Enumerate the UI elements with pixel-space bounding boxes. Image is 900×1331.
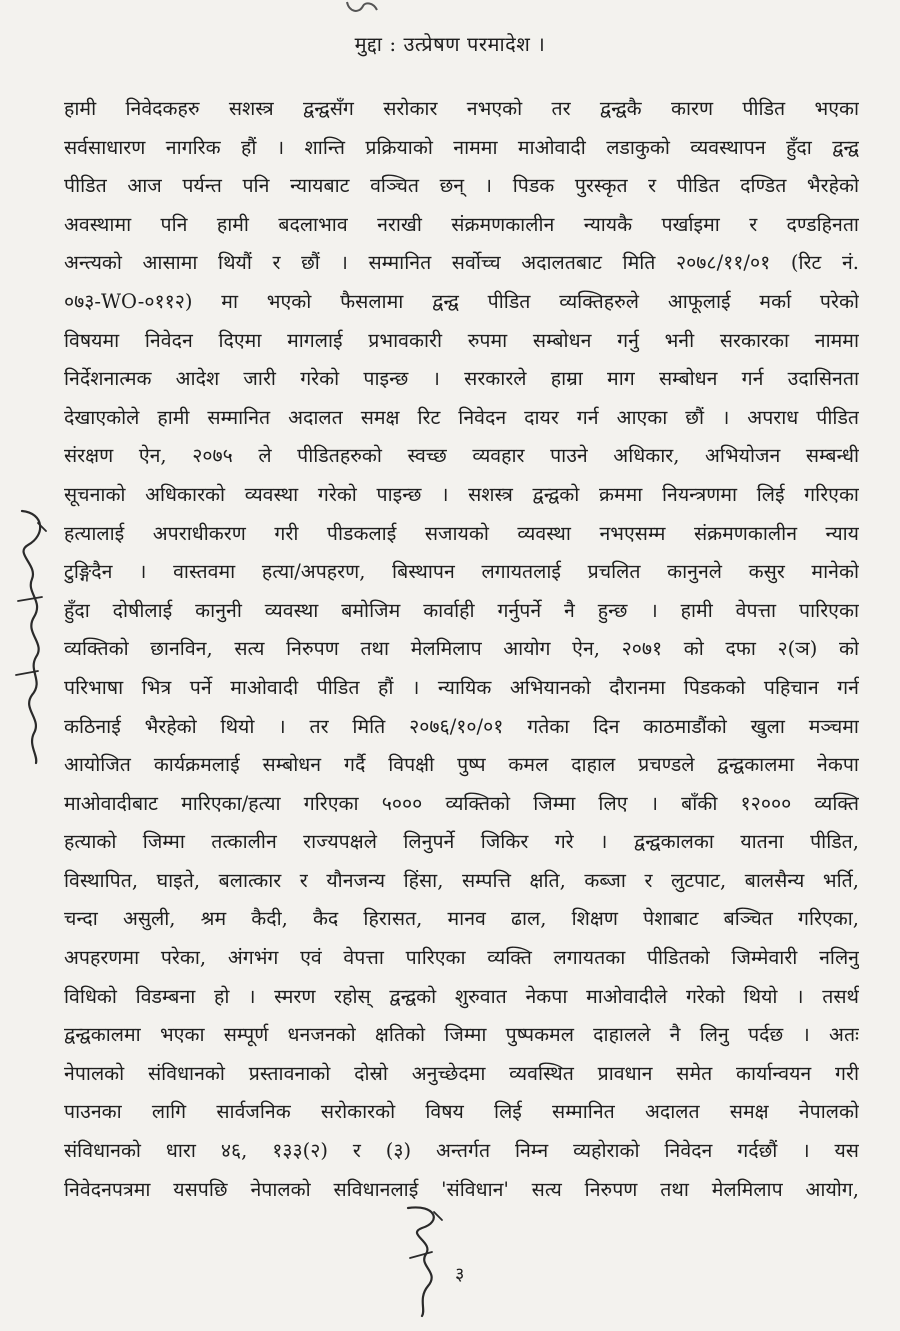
bottom-signature <box>396 1198 452 1318</box>
text-line: नेपालको संविधानको प्रस्तावनाको दोस्रो अनुच्छेदमा व्यवस्थित प्रावधान समेत कार्यान्वयन गरी <box>64 1061 859 1085</box>
text-line: चन्दा असुली, श्रम कैदी, कैद हिरासत, मानव ढाल, शिक्षण पेशाबाट बञ्चित गरिएका, <box>64 907 859 931</box>
text-line: सर्वसाधारण नागरिक हौं । शान्ति प्रक्रियाको नाममा माओवादी लडाकुको व्यवस्थापन हुँदा द्वन्द्व <box>64 135 859 159</box>
text-line: हत्यालाई अपराधीकरण गरी पीडकलाई सजायको व्यवस्था नभएसम्म संक्रमणकालीन न्याय <box>64 521 859 545</box>
text-line: हामी निवेदकहरु सशस्त्र द्वन्द्वसँग सरोकार नभएको तर द्वन्द्वकै कारण पीडित भएका <box>64 97 859 120</box>
petition-body <box>64 90 859 1209</box>
text-line: संविधानको धारा ४६, १३३(२) र (३) अन्तर्गत निम्न व्यहोराको निवेदन गर्दछौं । यस <box>64 1139 859 1163</box>
text-line: आयोजित कार्यक्रमलाई सम्बोधन गर्दै विपक्षी पुष्प कमल दाहाल प्रचण्डले द्वन्द्वकालमा नेकपा <box>64 753 859 777</box>
text-line: सूचनाको अधिकारको व्यवस्था गरेको पाइन्छ । सशस्त्र द्वन्द्वको क्रममा नियन्त्रणमा लिई गरिएका <box>64 482 859 506</box>
text-line: अवस्थामा पनि हामी बदलाभाव नराखी संक्रमणकालीन न्यायकै पर्खाइमा र दण्डहिनता <box>64 212 859 236</box>
text-line: विधिको विडम्बना हो । स्मरण रहोस् द्वन्द्वको शुरुवात नेकपा माओवादीले गरेको थियो । तसर्थ <box>64 984 859 1008</box>
text-line: द्वन्द्वकालमा भएका सम्पूर्ण धनजनको क्षतिको जिम्मा पुष्पकमल दाहालले नै लिनु पर्दछ । अतः <box>64 1023 859 1047</box>
text-line: अपहरणमा परेका, अंगभंग एवं वेपत्ता पारिएका व्यक्ति लगायतका पीडितको जिम्मेवारी नलिनु <box>64 946 859 970</box>
text-line: माओवादीबाट मारिएका/हत्या गरिएका ५००० व्यक्तिको जिम्मा लिए । बाँकी १२००० व्यक्ति <box>64 791 859 815</box>
text-line: पीडित आज पर्यन्त पनि न्यायबाट वञ्चित छन् । पिडक पुरस्कृत र पीडित दण्डित भैरहेको <box>64 174 859 198</box>
text-line: अन्त्यको आसामा थियौं र छौं । सम्मानित सर्वोच्च अदालतबाट मिति २०७८/११/०१ (रिट नं. <box>64 251 859 275</box>
text-line: ०७३-WO-०११२) मा भएको फैसलामा द्वन्द्व पीडित व्यक्तिहरुले आफूलाई मर्का परेको <box>64 289 859 313</box>
text-line: निवेदनपत्रमा यसपछि नेपालको सविधानलाई 'संविधान' सत्य निरुपण तथा मेलमिलाप आयोग, <box>64 1177 859 1201</box>
margin-signature <box>8 505 52 767</box>
text-line: संरक्षण ऐन, २०७५ ले पीडितहरुको स्वच्छ व्यवहार पाउने अधिकार, अभियोजन सम्बन्धी <box>64 444 859 468</box>
text-line: हुँदा दोषीलाई कानुनी व्यवस्था बमोजिम कार्वाही गर्नुपर्ने नै हुन्छ । हामी वेपत्ता पारिएका <box>64 598 859 622</box>
text-line: परिभाषा भित्र पर्ने माओवादी पीडित हौं । न्यायिक अभियानको दौरानमा पिडकको पहिचान गर्न <box>64 675 859 699</box>
top-handwritten-mark <box>343 0 383 18</box>
text-line: देखाएकोले हामी सम्मानित अदालत समक्ष रिट निवेदन दायर गर्न आएका छौं । अपराध पीडित <box>64 405 859 429</box>
text-line: हत्याको जिम्मा तत्कालीन राज्यपक्षले लिनुपर्ने जिकिर गरे । द्वन्द्वकालका यातना पीडित, <box>64 830 859 854</box>
text-line: पाउनका लागि सार्वजनिक सरोकारको विषय लिई सम्मानित अदालत समक्ष नेपालको <box>64 1100 859 1124</box>
case-title: मुद्दा : उत्प्रेषण परमादेश । <box>354 32 546 56</box>
text-line: निर्देशनात्मक आदेश जारी गरेको पाइन्छ । सरकारले हाम्रा माग सम्बोधन गर्न उदासिनता <box>64 367 859 391</box>
text-line: कठिनाई भैरहेको थियो । तर मिति २०७६/१०/०१ गतेका दिन काठमाडौंको खुला मञ्चमा <box>64 714 859 738</box>
text-line: टुङ्गिदैन । वास्तवमा हत्या/अपहरण, बिस्थापन लगायतलाई प्रचलित कानुनले कसुर मानेको <box>64 560 859 584</box>
page-number: ३ <box>455 1264 465 1285</box>
text-line: विस्थापित, घाइते, बलात्कार र यौनजन्य हिंसा, सम्पत्ति क्षति, कब्जा र लुटपाट, बालसैन्य भर्ति, <box>64 868 859 892</box>
text-line: व्यक्तिको छानविन, सत्य निरुपण तथा मेलमिलाप आयोग ऐन, २०७१ को दफा २(ञ) को <box>64 637 859 661</box>
text-line: विषयमा निवेदन दिएमा मागलाई प्रभावकारी रुपमा सम्बोधन गर्नु भनी सरकारका नाममा <box>64 328 859 352</box>
